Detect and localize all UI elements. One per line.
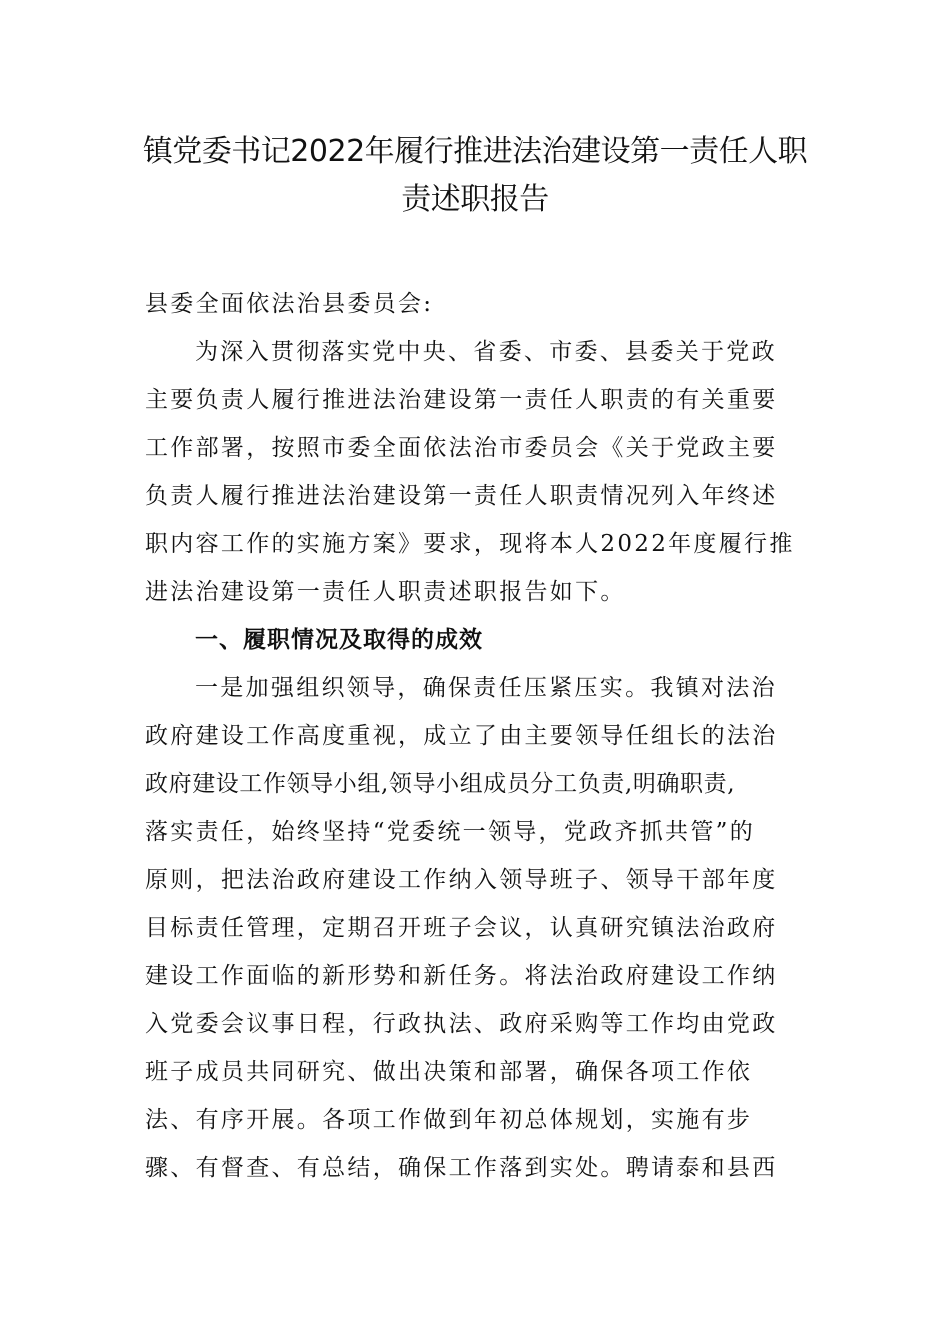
paragraph2-line: 班子成员共同研究、做出决策和部署，确保各项工作依 (145, 1059, 753, 1085)
paragraph2-line: 一是加强组织领导，确保责任压紧压实。我镇对法治 (195, 675, 777, 701)
paragraph1-line: 职内容工作的实施方案》要求，现将本人2022年度履行推 (145, 531, 795, 557)
paragraph2-line: 目标责任管理，定期召开班子会议，认真研究镇法治政府 (145, 915, 778, 941)
paragraph2-line: 政府建设工作高度重视，成立了由主要领导任组长的法治 (145, 723, 778, 749)
paragraph2-line: 建设工作面临的新形势和新任务。将法治政府建设工作纳 (145, 963, 778, 989)
paragraph2-line: 落实责任，始终坚持“党委统一领导，党政齐抓共管”的 (145, 819, 756, 845)
paragraph2-line: 法、有序开展。各项工作做到年初总体规划，实施有步 (145, 1107, 753, 1133)
title-line-2: 责述职报告 (401, 182, 549, 217)
paragraph2-line: 骤、有督查、有总结，确保工作落到实处。聘请泰和县西 (145, 1155, 778, 1181)
section-heading: 一、履职情况及取得的成效 (195, 627, 483, 653)
document-body (145, 280, 805, 1192)
paragraph1-line: 为深入贯彻落实党中央、省委、市委、县委关于党政 (195, 339, 777, 365)
salutation: 县委全面依法治县委员会: (145, 291, 434, 317)
paragraph2-line: 原则，把法治政府建设工作纳入领导班子、领导干部年度 (145, 867, 778, 893)
title-line-1: 镇党委书记2022年履行推进法治建设第一责任人职 (142, 134, 808, 169)
paragraph1-line: 进法治建设第一责任人职责述职报告如下。 (145, 579, 626, 605)
paragraph1-line: 主要负责人履行推进法治建设第一责任人职责的有关重要 (145, 387, 778, 413)
document-title (100, 128, 850, 224)
paragraph2-line: 入党委会议事日程，行政执法、政府采购等工作均由党政 (145, 1011, 778, 1037)
paragraph1-line: 负责人履行推进法治建设第一责任人职责情况列入年终述 (145, 483, 778, 509)
paragraph1-line: 工作部署，按照市委全面依法治市委员会《关于党政主要 (145, 435, 778, 461)
paragraph2-line: 政府建设工作领导小组,领导小组成员分工负责,明确职责, (145, 771, 736, 797)
